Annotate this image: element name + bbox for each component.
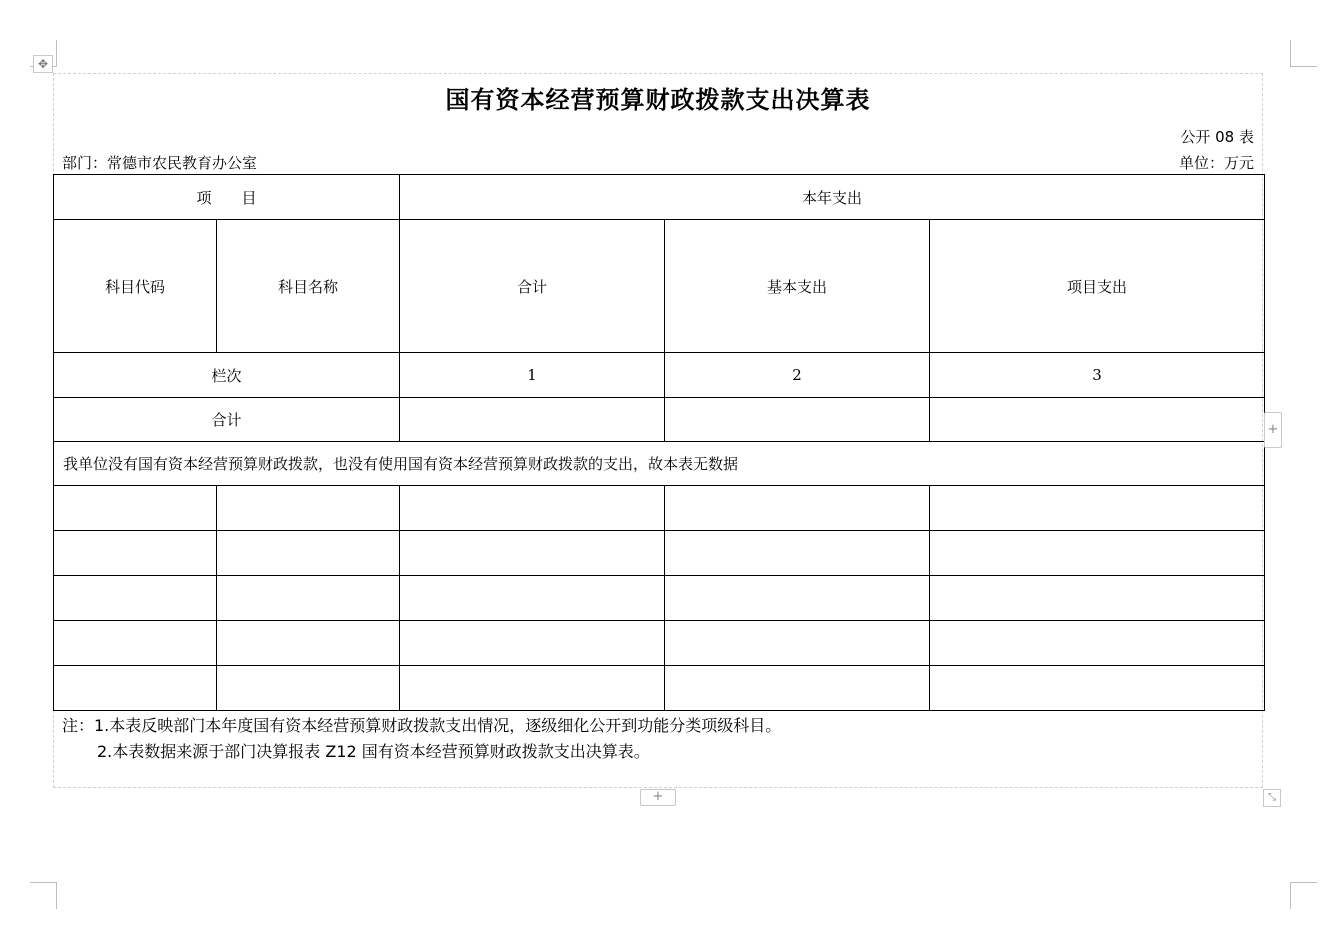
table-cell[interactable] [930, 666, 1265, 711]
table-cell[interactable] [930, 576, 1265, 621]
table-notes [62, 713, 781, 765]
unit-label: 单位：万元 [1178, 154, 1254, 172]
row-total-label: 合计 [54, 398, 400, 442]
table-cell[interactable] [217, 621, 400, 666]
department-label: 部门：常德市农民教育办公室 [62, 154, 258, 172]
column-number-1: 1 [400, 353, 665, 398]
document-title: 国有资本经营预算财政拨款支出决算表 [445, 85, 871, 114]
table-row [54, 531, 1265, 576]
table-cell[interactable] [930, 486, 1265, 531]
table-cell[interactable] [217, 666, 400, 711]
total-cell-basic[interactable] [665, 398, 930, 442]
document-number: 公开 08 表 [1180, 128, 1254, 146]
table-row [54, 621, 1265, 666]
header-project-expense: 项目支出 [930, 220, 1265, 353]
page-corner-bottom-left [30, 882, 57, 909]
table-row [54, 486, 1265, 531]
table-resize-handle[interactable] [1263, 789, 1281, 807]
total-cell-project[interactable] [930, 398, 1265, 442]
header-item: 项 目 [54, 175, 400, 220]
page-corner-top-right [1290, 40, 1317, 67]
table-cell[interactable] [665, 531, 930, 576]
table-row [54, 666, 1265, 711]
table-cell[interactable] [54, 666, 217, 711]
note-line-2: 2.本表数据来源于部门决算报表 Z12 国有资本经营预算财政拨款支出决算表。 [97, 742, 650, 761]
add-column-button[interactable] [1264, 412, 1282, 448]
plus-icon: + [1267, 422, 1279, 437]
header-basic-expense: 基本支出 [665, 220, 930, 353]
header-subject-name: 科目名称 [217, 220, 400, 353]
add-row-button[interactable] [640, 789, 676, 806]
resize-icon: ⤡ [1268, 792, 1276, 803]
table-cell[interactable] [217, 531, 400, 576]
table-cell[interactable] [217, 576, 400, 621]
header-current-year-expense: 本年支出 [400, 175, 1265, 220]
table-cell[interactable] [665, 666, 930, 711]
row-column-no-label: 栏次 [54, 353, 400, 398]
total-cell-total[interactable] [400, 398, 665, 442]
table-cell[interactable] [400, 486, 665, 531]
column-number-2: 2 [665, 353, 930, 398]
table-move-handle[interactable] [33, 55, 53, 73]
table-cell[interactable] [665, 621, 930, 666]
table-cell[interactable] [400, 531, 665, 576]
table-cell[interactable] [54, 531, 217, 576]
table-cell[interactable] [217, 486, 400, 531]
table-cell[interactable] [400, 621, 665, 666]
budget-table [53, 174, 1265, 711]
no-data-message: 我单位没有国有资本经营预算财政拨款，也没有使用国有资本经营预算财政拨款的支出，故本表无数据 [54, 442, 1265, 486]
table-cell[interactable] [400, 666, 665, 711]
column-number-3: 3 [930, 353, 1265, 398]
table-cell[interactable] [54, 576, 217, 621]
header-total: 合计 [400, 220, 665, 353]
plus-icon: + [652, 789, 664, 804]
table-row [54, 576, 1265, 621]
table-cell[interactable] [54, 621, 217, 666]
table-cell[interactable] [930, 621, 1265, 666]
table-cell[interactable] [400, 576, 665, 621]
note-line-1: 注：1.本表反映部门本年度国有资本经营预算财政拨款支出情况，逐级细化公开到功能分类项级科目。 [62, 716, 782, 735]
table-cell[interactable] [665, 576, 930, 621]
header-subject-code: 科目代码 [54, 220, 217, 353]
move-icon: ✥ [37, 57, 49, 71]
page-corner-bottom-right [1290, 882, 1317, 909]
table-cell[interactable] [930, 531, 1265, 576]
table-cell[interactable] [665, 486, 930, 531]
table-cell[interactable] [54, 486, 217, 531]
